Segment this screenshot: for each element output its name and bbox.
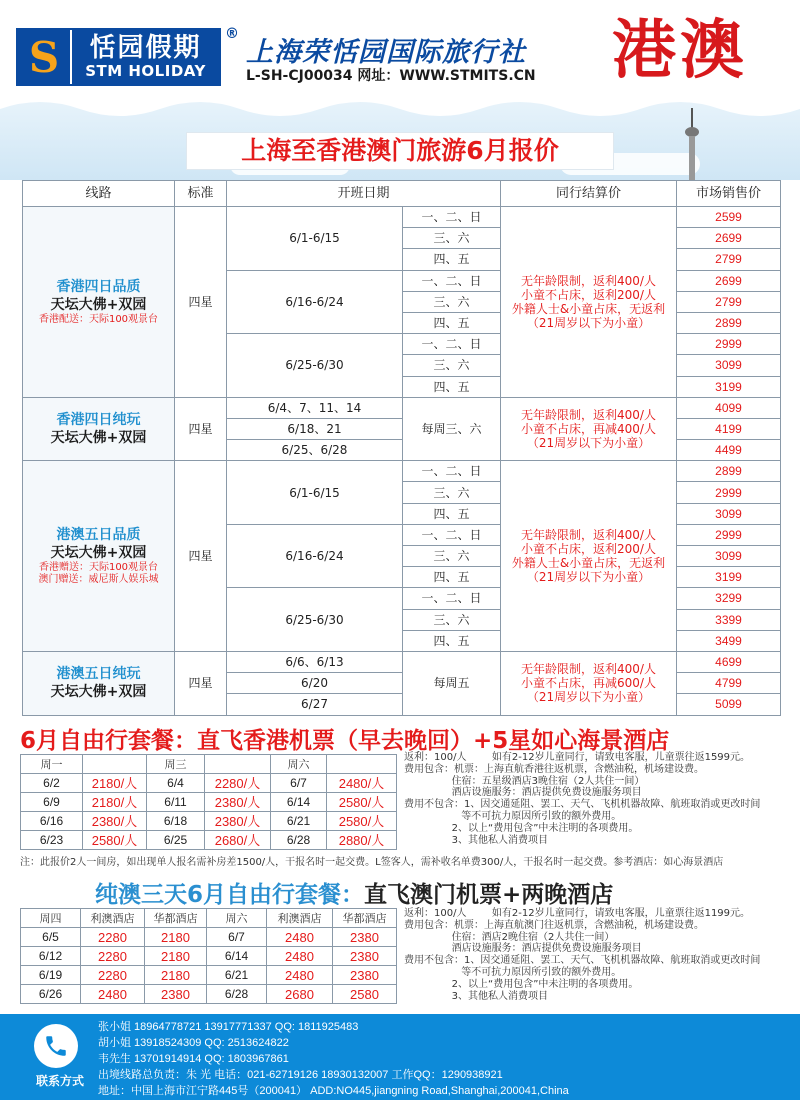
destination-title: 港澳 xyxy=(612,13,748,88)
date-cell: 6/21 xyxy=(207,966,267,985)
market-price: 2699 xyxy=(677,270,781,291)
days-cell: 三、六 xyxy=(403,609,501,630)
market-price: 3099 xyxy=(677,503,781,524)
table-row xyxy=(23,461,781,482)
date-cell: 6/23 xyxy=(21,831,83,850)
price-cell: 2480 xyxy=(81,985,145,1004)
package2-table xyxy=(20,908,397,1004)
package2-notes: 返利：100/人 如有2-12岁儿童同行，请致电客服，儿童票往返1199元。 费用包含：机票：上海直航澳门往返机票，含燃油税，机场建设费。 住宿：酒店2晚住宿（2人共住一间） 酒店设施服务：酒店提供免费设施服务项目 费用不包含：1、因交通延阻、罢工、天气、飞机机器故障、航班取消或更改时间 等不可抗力原因所引致的额外费用。 2、以上“费用包含”中未注明的各项费用。 3、其他私人消费项目 xyxy=(404,908,761,1002)
date-cell: 6/27 xyxy=(227,694,403,715)
price-cell: 2880/人 xyxy=(327,831,397,850)
net-price-cell: 无年龄限制，返利400/人 小童不占床，再减400/人 （21周岁以下为小童） xyxy=(501,397,677,461)
price-cell: 2180/人 xyxy=(83,774,147,793)
days-cell: 一、二、日 xyxy=(403,334,501,355)
route-cell xyxy=(23,651,175,715)
table-row xyxy=(21,793,397,812)
table-header-row xyxy=(21,909,397,928)
license-website: L-SH-CJ00034 网址：WWW.STMITS.CN xyxy=(246,68,536,84)
price-cell: 2180/人 xyxy=(83,793,147,812)
contact-line: 出境线路总负责：朱 光 电话：021-62719126 18930132007 工作QQ：1290938921 xyxy=(98,1069,503,1081)
date-cell: 6/18、21 xyxy=(227,418,403,439)
date-cell: 6/6、6/13 xyxy=(227,651,403,672)
table-row xyxy=(21,774,397,793)
net-price-cell: 无年龄限制，返利400/人 小童不占床，返利200/人 外籍人士&小童占床，无返利 （21周岁以下为小童） xyxy=(501,461,677,652)
package2-title-a: 纯澳三天6月自由行套餐： xyxy=(95,882,365,908)
price-cell: 2380 xyxy=(333,928,397,947)
table-row xyxy=(21,831,397,850)
table-row xyxy=(21,928,397,947)
price-cell: 2580/人 xyxy=(327,812,397,831)
days-cell: 四、五 xyxy=(403,249,501,270)
package2-title xyxy=(95,876,613,909)
col-header xyxy=(327,755,397,774)
price-cell: 2280 xyxy=(81,966,145,985)
col-header: 周一 xyxy=(21,755,83,774)
table-row xyxy=(23,207,781,228)
route-sub: 天坛大佛+双园 xyxy=(50,429,147,446)
phone-icon xyxy=(34,1024,78,1068)
package1-notes: 返利：100/人 如有2-12岁儿童同行，请致电客服，儿童票往返1599元。 费用包含：机票：上海直航香港往返机票，含燃油税，机场建设费。 住宿：五星级酒店3晚住宿（2人共住一间） 酒店设施服务：酒店提供免费设施服务项目 费用不包含：1、因交通延阻、罢工、天气、飞机机器故障、航班取消或更改时间 等不可抗力原因所引致的额外费用。 2、以上“费用包含”中未注明的各项费用。 3、其他私人消费项目 xyxy=(404,752,761,846)
package1-footnote: 注：此报价2人一间房，如出现单人报名需补房差1500/人，干报名时一起交费。L签客人，需补收名单费300/人，干报名时一起交费。参考酒店：如心海景酒店 xyxy=(20,857,724,868)
date-cell: 6/2 xyxy=(21,774,83,793)
date-cell: 6/25、6/28 xyxy=(227,440,403,461)
date-range-cell: 6/16-6/24 xyxy=(227,524,403,588)
days-cell: 每周五 xyxy=(403,651,501,715)
price-cell: 2480 xyxy=(267,928,333,947)
days-cell: 四、五 xyxy=(403,503,501,524)
date-cell: 6/7 xyxy=(207,928,267,947)
market-price: 2999 xyxy=(677,334,781,355)
market-price: 3199 xyxy=(677,376,781,397)
package2-title-b: 直飞澳门机票+两晚酒店 xyxy=(364,882,614,908)
col-header: 利澳酒店 xyxy=(267,909,333,928)
price-cell: 2580/人 xyxy=(327,793,397,812)
market-price: 2799 xyxy=(677,249,781,270)
date-cell: 6/12 xyxy=(21,947,81,966)
date-cell: 6/18 xyxy=(147,812,205,831)
price-cell: 2480 xyxy=(267,966,333,985)
price-cell: 2380 xyxy=(333,966,397,985)
days-cell: 四、五 xyxy=(403,312,501,333)
price-cell: 2280/人 xyxy=(205,774,271,793)
days-cell: 三、六 xyxy=(403,546,501,567)
date-cell: 6/7 xyxy=(271,774,327,793)
date-cell: 6/4、7、11、14 xyxy=(227,397,403,418)
price-cell: 2180 xyxy=(145,928,207,947)
market-price: 3099 xyxy=(677,546,781,567)
col-header-market-price: 市场销售价 xyxy=(677,181,781,207)
table-row xyxy=(21,966,397,985)
date-cell: 6/14 xyxy=(271,793,327,812)
col-header: 华都酒店 xyxy=(145,909,207,928)
market-price: 4699 xyxy=(677,651,781,672)
table-row xyxy=(23,397,781,418)
date-cell: 6/25 xyxy=(147,831,205,850)
market-price: 3199 xyxy=(677,567,781,588)
col-header xyxy=(83,755,147,774)
col-header: 华都酒店 xyxy=(333,909,397,928)
market-price: 3399 xyxy=(677,609,781,630)
contact-line: 韦先生 13701914914 QQ: 1803967861 xyxy=(98,1053,289,1065)
days-cell: 三、六 xyxy=(403,291,501,312)
price-cell: 2180 xyxy=(145,947,207,966)
tower-icon xyxy=(684,108,700,180)
date-cell: 6/9 xyxy=(21,793,83,812)
price-cell: 2680/人 xyxy=(205,831,271,850)
net-price-cell: 无年龄限制，返利400/人 小童不占床，再减600/人 （21周岁以下为小童） xyxy=(501,651,677,715)
market-price: 2899 xyxy=(677,312,781,333)
days-cell: 四、五 xyxy=(403,567,501,588)
price-cell: 2680 xyxy=(267,985,333,1004)
standard-cell: 四星 xyxy=(175,651,227,715)
col-header: 周六 xyxy=(207,909,267,928)
date-cell: 6/5 xyxy=(21,928,81,947)
date-cell: 6/26 xyxy=(21,985,81,1004)
days-cell: 一、二、日 xyxy=(403,207,501,228)
price-table xyxy=(22,180,781,716)
s-logo-icon: S xyxy=(18,30,70,84)
price-cell: 2280 xyxy=(81,928,145,947)
market-price: 5099 xyxy=(677,694,781,715)
table-row xyxy=(21,985,397,1004)
days-cell: 每周三、六 xyxy=(403,397,501,461)
wave-decoration xyxy=(0,95,800,125)
col-header: 周六 xyxy=(271,755,327,774)
table-header-row xyxy=(21,755,397,774)
price-cell: 2380/人 xyxy=(205,793,271,812)
route-sub: 天坛大佛+双园 xyxy=(50,296,147,313)
date-cell: 6/28 xyxy=(271,831,327,850)
price-cell: 2180 xyxy=(145,966,207,985)
market-price: 2899 xyxy=(677,461,781,482)
price-cell: 2380/人 xyxy=(83,812,147,831)
price-cell: 2580 xyxy=(333,985,397,1004)
price-cell: 2480 xyxy=(267,947,333,966)
standard-cell: 四星 xyxy=(175,461,227,652)
market-price: 3099 xyxy=(677,355,781,376)
logo-en: STM HOLIDAY xyxy=(85,62,206,80)
market-price: 4199 xyxy=(677,418,781,439)
days-cell: 四、五 xyxy=(403,630,501,651)
col-header xyxy=(205,755,271,774)
date-range-cell: 6/16-6/24 xyxy=(227,270,403,334)
package1-table xyxy=(20,754,397,850)
price-cell: 2380/人 xyxy=(205,812,271,831)
route-sub: 天坛大佛+双园 xyxy=(50,684,147,701)
route-note: 香港配送：天际100观景台 xyxy=(38,313,159,325)
net-price-cell: 无年龄限制，返利400/人 小童不占床，返利200/人 外籍人士&小童占床，无返利 （21周岁以下为小童） xyxy=(501,207,677,398)
page-title: 上海至香港澳门旅游6月报价 xyxy=(186,132,614,170)
date-cell: 6/11 xyxy=(147,793,205,812)
table-row xyxy=(21,812,397,831)
days-cell: 三、六 xyxy=(403,482,501,503)
days-cell: 一、二、日 xyxy=(403,461,501,482)
market-price: 4799 xyxy=(677,673,781,694)
days-cell: 一、二、日 xyxy=(403,524,501,545)
registered-mark: ® xyxy=(225,26,239,42)
price-cell: 2380 xyxy=(333,947,397,966)
route-name: 港澳五日纯玩 xyxy=(56,666,141,683)
logo-cn: 恬园假期 xyxy=(89,33,202,63)
market-price: 2999 xyxy=(677,524,781,545)
date-cell: 6/20 xyxy=(227,673,403,694)
price-cell: 2380 xyxy=(145,985,207,1004)
date-cell: 6/28 xyxy=(207,985,267,1004)
days-cell: 一、二、日 xyxy=(403,588,501,609)
market-price: 3499 xyxy=(677,630,781,651)
table-row xyxy=(23,651,781,672)
col-header: 利澳酒店 xyxy=(81,909,145,928)
market-price: 2599 xyxy=(677,207,781,228)
table-row xyxy=(21,947,397,966)
date-cell: 6/4 xyxy=(147,774,205,793)
route-sub: 天坛大佛+双园 xyxy=(50,545,147,562)
date-range-cell: 6/1-6/15 xyxy=(227,207,403,271)
brand-logo xyxy=(16,28,221,86)
market-price: 4499 xyxy=(677,440,781,461)
col-header-dates: 开班日期 xyxy=(227,181,501,207)
route-name: 港澳五日品质 xyxy=(56,527,141,544)
route-name: 香港四日品质 xyxy=(56,278,141,295)
col-header: 周四 xyxy=(21,909,81,928)
contact-line: 张小姐 18964778721 13917771337 QQ: 1811925483 xyxy=(98,1021,359,1033)
col-header: 周三 xyxy=(147,755,205,774)
market-price: 2799 xyxy=(677,291,781,312)
date-cell: 6/16 xyxy=(21,812,83,831)
price-cell: 2580/人 xyxy=(83,831,147,850)
date-range-cell: 6/25-6/30 xyxy=(227,588,403,652)
market-price: 3299 xyxy=(677,588,781,609)
contact-block xyxy=(22,1020,94,1092)
days-cell: 四、五 xyxy=(403,376,501,397)
date-cell: 6/14 xyxy=(207,947,267,966)
price-cell: 2280 xyxy=(81,947,145,966)
route-cell xyxy=(23,207,175,398)
col-header-route: 线路 xyxy=(23,181,175,207)
address-line: 地址：中国上海市江宁路445号（200041） ADD:NO445,jiangning Road,Shanghai,200041,China xyxy=(98,1085,569,1097)
price-cell: 2480/人 xyxy=(327,774,397,793)
contact-line: 胡小姐 13918524309 QQ: 2513624822 xyxy=(98,1037,289,1049)
footer-contact xyxy=(0,1014,800,1100)
standard-cell: 四星 xyxy=(175,397,227,461)
market-price: 4099 xyxy=(677,397,781,418)
contact-label: 联系方式 xyxy=(35,1074,84,1088)
col-header-net-price: 同行结算价 xyxy=(501,181,677,207)
days-cell: 三、六 xyxy=(403,355,501,376)
market-price: 2999 xyxy=(677,482,781,503)
date-cell: 6/19 xyxy=(21,966,81,985)
market-price: 2699 xyxy=(677,228,781,249)
date-range-cell: 6/1-6/15 xyxy=(227,461,403,525)
date-range-cell: 6/25-6/30 xyxy=(227,334,403,398)
days-cell: 三、六 xyxy=(403,228,501,249)
date-cell: 6/21 xyxy=(271,812,327,831)
route-name: 香港四日纯玩 xyxy=(56,411,141,428)
company-name: 上海荣恬园国际旅行社 xyxy=(246,37,526,68)
standard-cell: 四星 xyxy=(175,207,227,398)
col-header-standard: 标准 xyxy=(175,181,227,207)
package1-title: 6月自由行套餐：直飞香港机票（早去晚回）+5星如心海景酒店 xyxy=(20,728,670,754)
route-note: 香港赠送：天际100观景台 澳门赠送：威尼斯人娱乐城 xyxy=(38,562,159,586)
route-cell xyxy=(23,461,175,652)
days-cell: 一、二、日 xyxy=(403,270,501,291)
route-cell xyxy=(23,397,175,461)
table-header-row xyxy=(23,181,781,207)
